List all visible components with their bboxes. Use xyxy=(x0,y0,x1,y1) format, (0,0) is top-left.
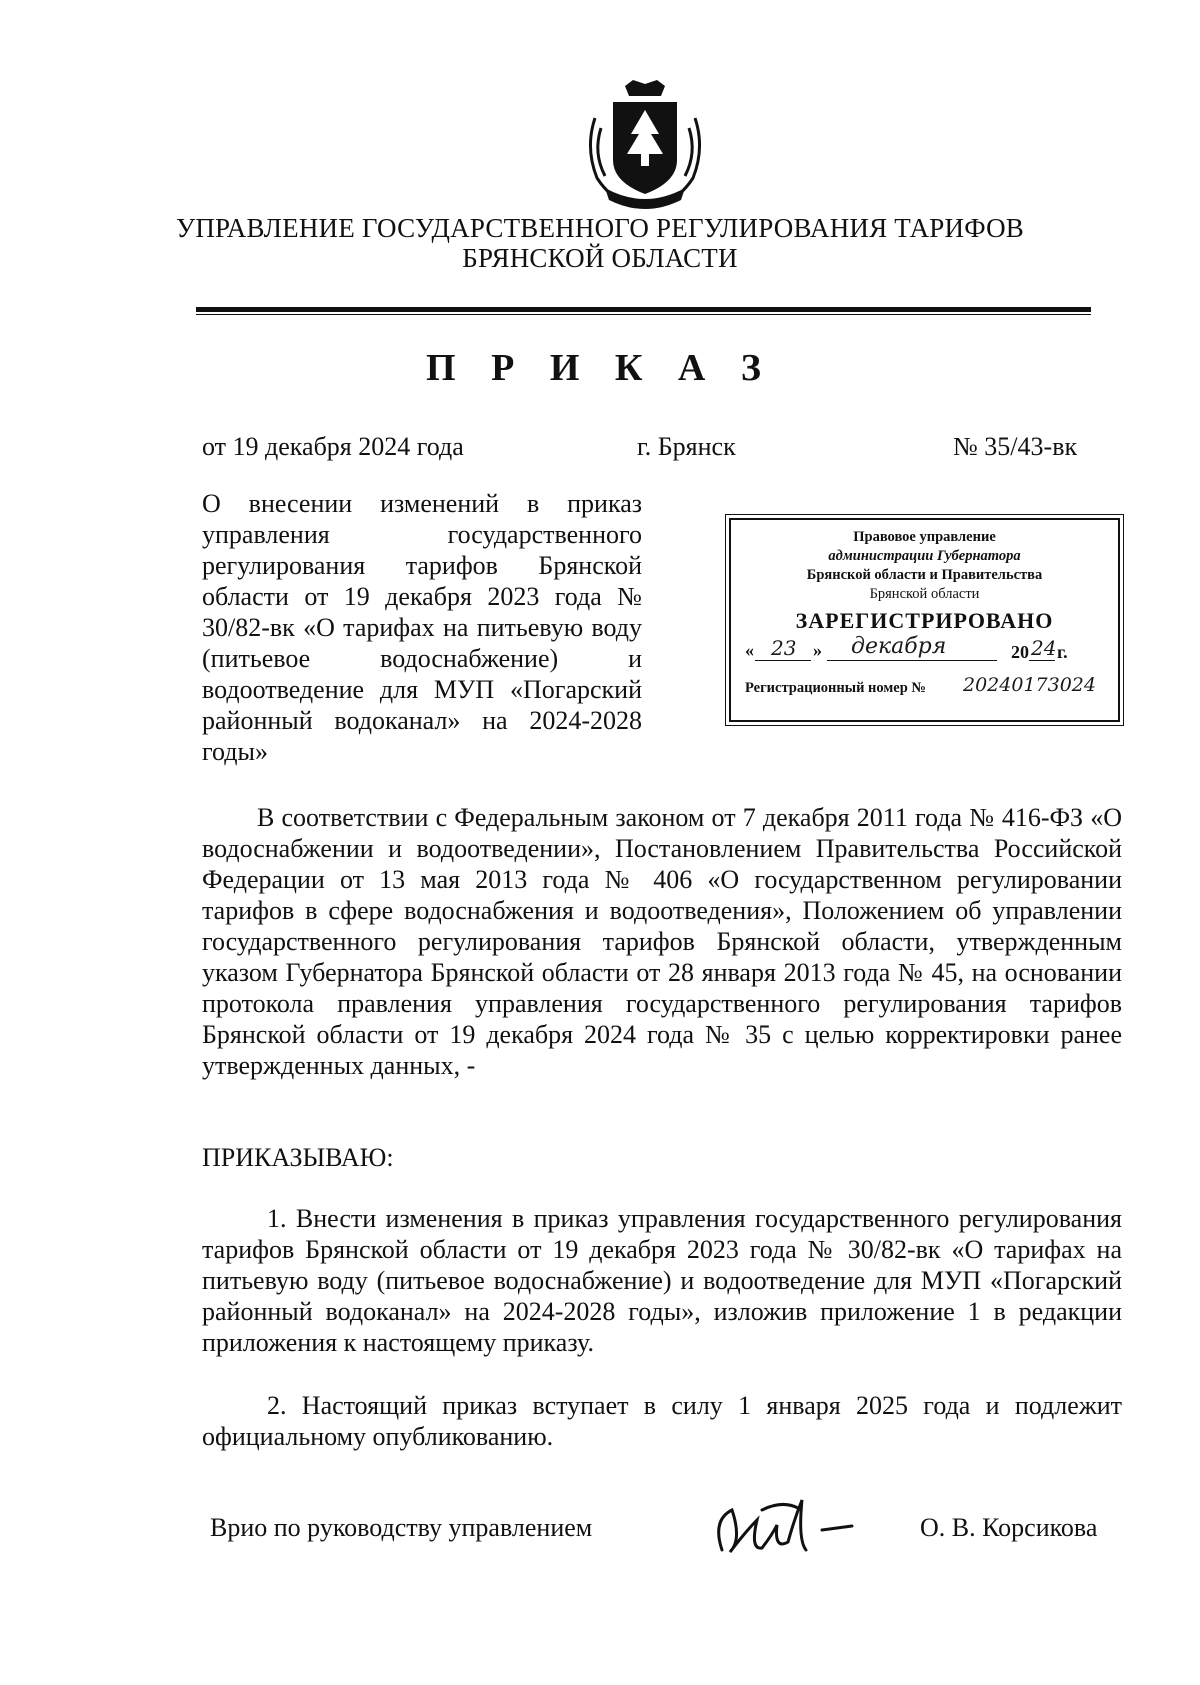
order-item-1: 1. Внести изменения в приказ управления государственного регулирования тарифов Брянской области от 19 декабря 2023 года № 30/82-вк «О тарифах на питьевую воду (питьевое водоснабжение) и водоотведение для МУП «Погарский районный водоканал» на 2024-2028 годы», изложив приложение 1 в редакции приложения к настоящему приказу. xyxy=(202,1204,1122,1357)
stamp-reg-number: 20240173024 xyxy=(963,674,1096,696)
document-date: от 19 декабря 2024 года xyxy=(202,432,464,461)
document-number: № 35/43-вк xyxy=(953,432,1078,461)
coat-of-arms-icon xyxy=(575,78,715,218)
order-word: ПРИКАЗЫВАЮ: xyxy=(202,1143,394,1172)
org-title-line1: УПРАВЛЕНИЕ ГОСУДАРСТВЕННОГО РЕГУЛИРОВАНИЯ ТАРИФОВ xyxy=(176,213,1024,243)
stamp-year-g: г. xyxy=(1057,642,1068,662)
basis-paragraph: В соответствии с Федеральным законом от 7 декабря 2011 года № 416-ФЗ «О водоснабжении и водоотведении», Постановлением Правительства Российской Федерации от 13 мая 2013 года № 406 «О государственном регулировании тарифов в сфере водоснабжения и водоотведения», Положением об управлении государственного регулирования тарифов Брянской области, утвержденным указом Губернатора Брянской области от 28 января 2013 года № 45, на основании протокола правления управления государственного регулирования тарифов Брянской области от 19 декабря 2024 года № 35 с целью корректировки ранее утвержденных данных, - xyxy=(202,803,1122,1080)
stamp-date-row: « 23 » декабря 20 24 г. xyxy=(745,634,1068,662)
order-item-2: 2. Настоящий приказ вступает в силу 1 января 2025 года и подлежит официальному опубликованию. xyxy=(202,1391,1122,1451)
header-divider-thin xyxy=(196,314,1091,315)
registration-stamp xyxy=(729,518,1120,722)
signer-position: Врио по руководству управлением xyxy=(210,1513,593,1542)
document-place: г. Брянск xyxy=(637,432,736,461)
stamp-day: 23 xyxy=(771,636,797,660)
stamp-line-2: администрации Губернатора xyxy=(828,548,1021,564)
org-title-line2: БРЯНСКОЙ ОБЛАСТИ xyxy=(462,243,738,273)
stamp-number-row xyxy=(731,672,1118,702)
document-type-title: П Р И К А З xyxy=(426,347,774,389)
stamp-line-1: Правовое управление xyxy=(853,529,996,545)
signer-name: О. В. Корсикова xyxy=(920,1513,1098,1542)
stamp-month: декабря xyxy=(851,634,947,659)
stamp-reg-label: Регистрационный номер № xyxy=(745,680,926,696)
stamp-year-prefix: 20 xyxy=(1011,642,1029,662)
stamp-line-4: Брянской области xyxy=(869,586,980,602)
stamp-line-3: Брянской области и Правительства xyxy=(806,567,1043,583)
document-subject: О внесении изменений в приказ управления государственного регулирования тарифов Брянской области от 19 декабря 2023 года № 30/82-вк «О тарифах на питьевую воду (питьевое водоснабжение) и водоотведение для МУП «Погарский районный водоканал» на 2024-2028 годы» xyxy=(202,489,642,766)
header-divider xyxy=(196,307,1091,312)
stamp-year-suffix: 24 xyxy=(1031,636,1057,660)
stamp-registered: ЗАРЕГИСТРИРОВАНО xyxy=(795,608,1054,633)
handwritten-signature xyxy=(702,1480,862,1570)
